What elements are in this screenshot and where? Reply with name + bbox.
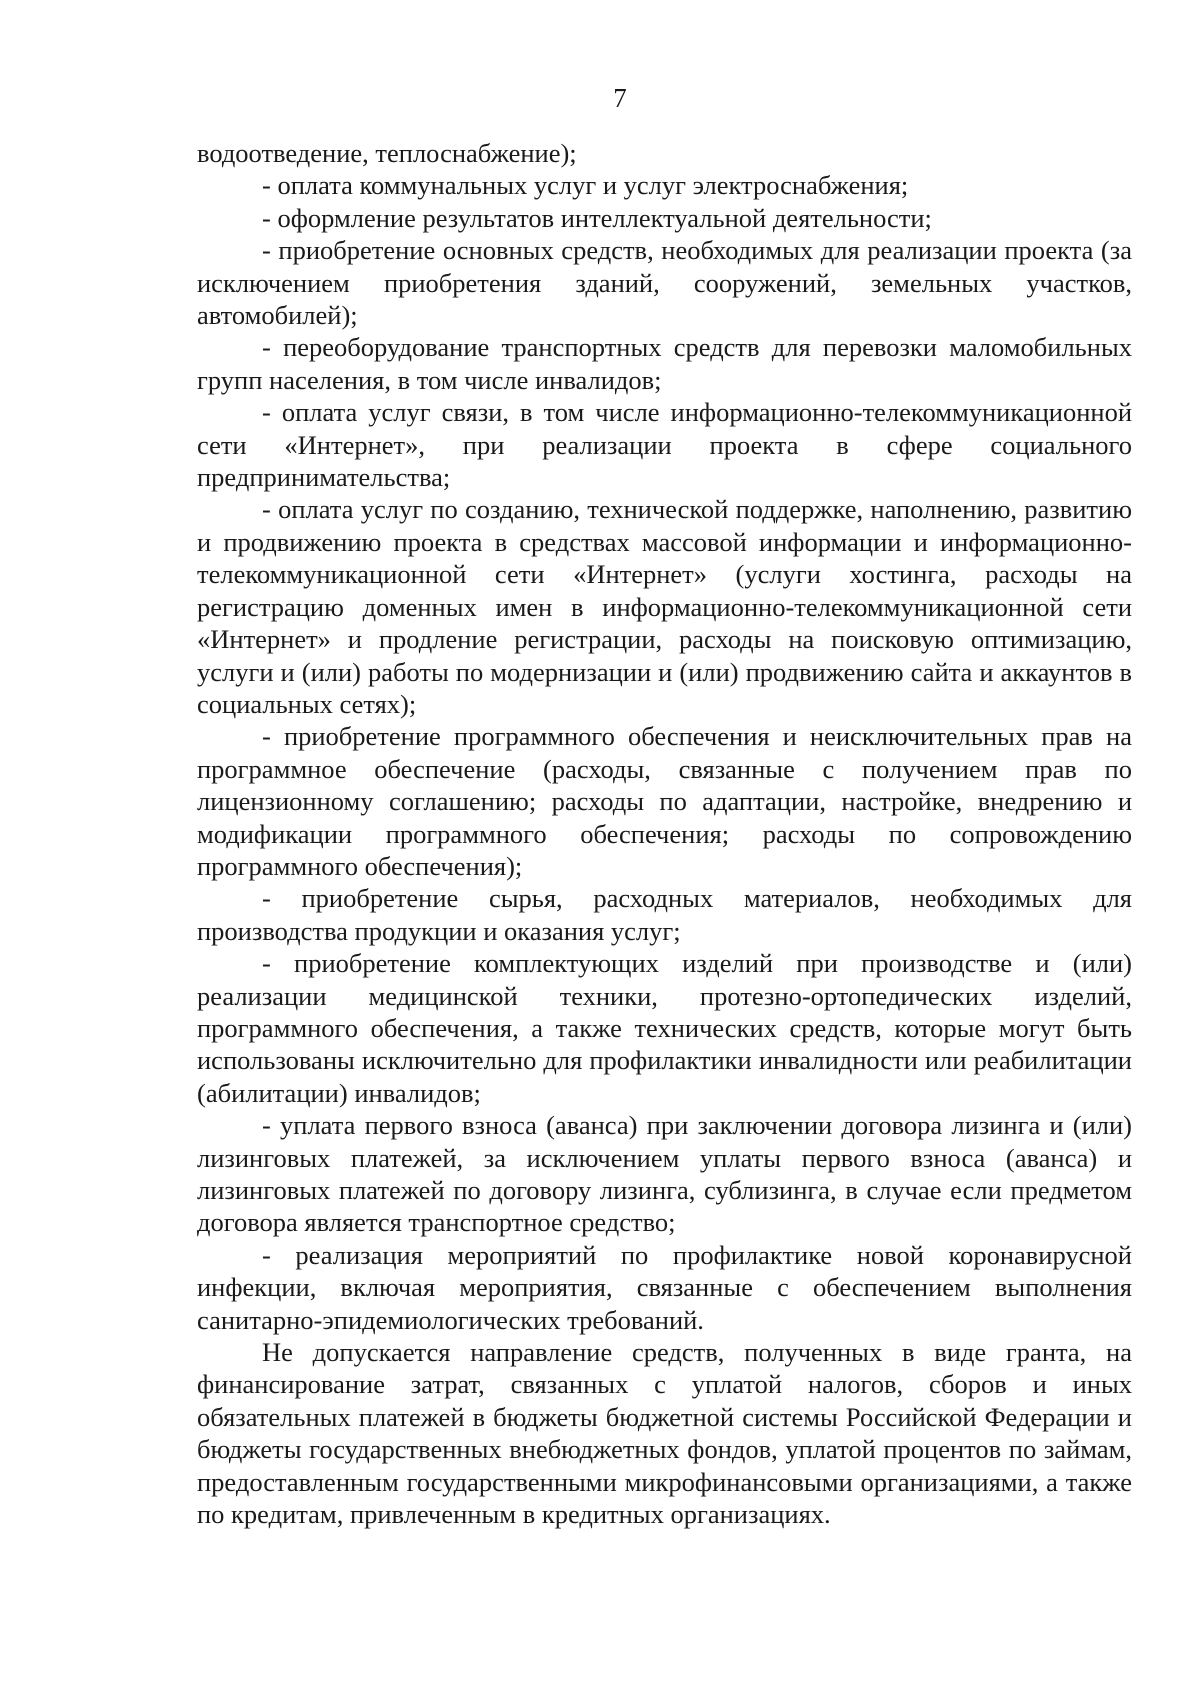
paragraph-continuation: водоотведение, теплоснабжение); (197, 138, 577, 168)
page-number: 7 (613, 83, 627, 113)
list-item-fixed-assets: - приобретение основных средств, необходимых для реализации проекта (за исключением приобретения зданий, сооружений, земельных участков, автомобилей); (197, 235, 1132, 331)
list-item-software-acquisition: - приобретение программного обеспечения и неисключительных прав на программное обеспечение (расходы, связанные с получением прав по лицензионному соглашению; расходы по адаптации, настройке, внедрению и модификации программного обеспечения; расходы по сопровождению программного обеспечения); (197, 721, 1132, 881)
list-item-leasing-payment: - уплата первого взноса (аванса) при заключении договора лизинга и (или) лизинговых платежей, за исключением уплаты первого взноса (аванса) и лизинговых платежей по договору лизинга, сублизинга, в случае если предметом договора является транспортное средство; (197, 1110, 1132, 1238)
list-item-project-promotion: - оплата услуг по созданию, технической поддержке, наполнению, развитию и продвижению проекта в средствах массовой информации и информационно-телекоммуникационной сети «Интернет» (услуги хостинга, расходы на регистрацию доменных имен в информационно-телекоммуникационной сети «Интернет» и продление регистрации, расходы на поисковую оптимизацию, услуги и (или) работы по модернизации и (или) продвижению сайта и аккаунтов в социальных сетях); (197, 494, 1132, 719)
list-item-covid-measures: - реализация мероприятий по профилактике новой коронавирусной инфекции, включая мероприятия, связанные с обеспечением выполнения санитарно-эпидемиологических требований. (197, 1239, 1132, 1335)
list-item-utilities-payment: - оплата коммунальных услуг и услуг электроснабжения; (262, 170, 909, 201)
list-item-vehicle-conversion: - переоборудование транспортных средств для перевозки маломобильных групп населения, в том числе инвалидов; (197, 332, 1132, 395)
list-item-raw-materials: - приобретение сырья, расходных материалов, необходимых для производства продукции и оказания услуг; (197, 883, 1132, 946)
list-item-communication-services: - оплата услуг связи, в том числе информационно-телекоммуникационной сети «Интернет», при реализации проекта в сфере социального предпринимательства; (197, 397, 1132, 493)
list-item-intellectual-property: - оформление результатов интеллектуальной деятельности; (262, 202, 932, 233)
document-body (197, 137, 1132, 1530)
paragraph-restrictions: Не допускается направление средств, полученных в виде гранта, на финансирование затрат, связанных с уплатой налогов, сборов и иных обязательных платежей в бюджеты бюджетной системы Российской Федерации и бюджеты государственных внебюджетных фондов, уплатой процентов по займам, предоставленным государственными микрофинансовыми организациями, а также по кредитам, привлеченным в кредитных организациях. (197, 1337, 1132, 1530)
list-item-components: - приобретение комплектующих изделий при производстве и (или) реализации медицинской техники, протезно-ортопедических изделий, программного обеспечения, а также технических средств, которые могут быть использованы исключительно для профилактики инвалидности или реабилитации (абилитации) инвалидов; (197, 948, 1132, 1108)
